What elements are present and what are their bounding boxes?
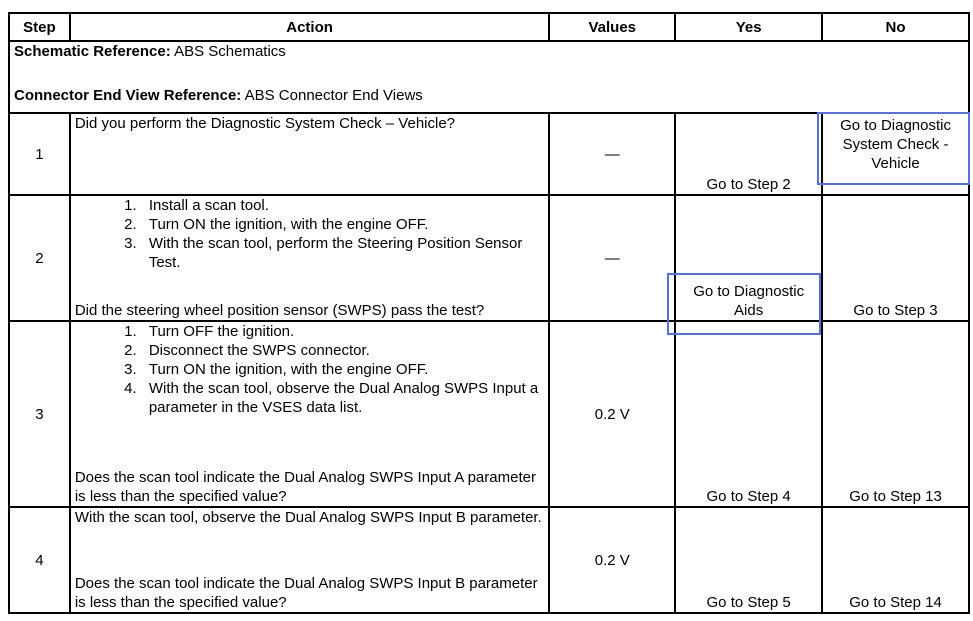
- action-intro: With the scan tool, observe the Dual Analog SWPS Input B parameter.: [74, 509, 542, 526]
- table-row: [9, 321, 969, 507]
- action-step: 1. Install a scan tool.: [141, 196, 544, 215]
- table-row: [9, 195, 969, 321]
- no-link[interactable]: Go to Diagnostic System Check - Vehicle: [822, 113, 969, 195]
- yes-link[interactable]: Go to Step 2: [675, 113, 822, 195]
- yes-link[interactable]: Go to Diagnostic Aids: [675, 195, 822, 321]
- header-row: [9, 13, 969, 41]
- reference-row: [9, 41, 969, 113]
- action-step: 3. With the scan tool, perform the Steering Position Sensor Test.: [141, 234, 544, 272]
- yes-link[interactable]: Go to Step 5: [675, 507, 822, 613]
- action-cell: [70, 113, 549, 195]
- header-yes: Yes: [675, 13, 822, 41]
- no-link[interactable]: Go to Step 3: [822, 195, 969, 321]
- action-cell: [70, 507, 549, 613]
- value-cell: —: [549, 113, 675, 195]
- action-step: 4. With the scan tool, observe the Dual Analog SWPS Input a parameter in the VSES data list.: [141, 379, 544, 417]
- table-row: [9, 507, 969, 613]
- action-question: Does the scan tool indicate the Dual Analog SWPS Input B parameter is less than the specified value?: [74, 575, 538, 611]
- yes-link[interactable]: Go to Step 4: [675, 321, 822, 507]
- action-question: Did the steering wheel position sensor (SWPS) pass the test?: [74, 302, 485, 319]
- schematic-reference: [14, 42, 964, 61]
- schematic-reference-label: Schematic Reference:: [14, 43, 171, 60]
- reference-cell: [9, 41, 969, 113]
- table-row: [9, 113, 969, 195]
- value-cell: —: [549, 195, 675, 321]
- action-step: 2. Disconnect the SWPS connector.: [141, 341, 544, 360]
- action-steps-list: [105, 322, 544, 417]
- header-action: Action: [70, 13, 549, 41]
- action-cell: [70, 321, 549, 507]
- step-number: 2: [9, 195, 70, 321]
- header-values: Values: [549, 13, 675, 41]
- connector-reference-label: Connector End View Reference:: [14, 87, 242, 104]
- action-steps-list: [105, 196, 544, 272]
- action-step: 1. Turn OFF the ignition.: [141, 322, 544, 341]
- step-number: 1: [9, 113, 70, 195]
- schematic-reference-link[interactable]: ABS Schematics: [170, 43, 286, 60]
- value-cell: 0.2 V: [549, 507, 675, 613]
- diagnostic-table: [8, 12, 970, 614]
- connector-reference: [14, 86, 964, 105]
- header-no: No: [822, 13, 969, 41]
- header-step: Step: [9, 13, 70, 41]
- connector-reference-link[interactable]: ABS Connector End Views: [241, 87, 423, 104]
- action-question: Does the scan tool indicate the Dual Analog SWPS Input A parameter is less than the specified value?: [74, 469, 536, 505]
- value-cell: 0.2 V: [549, 321, 675, 507]
- no-link[interactable]: Go to Step 14: [822, 507, 969, 613]
- action-step: 3. Turn ON the ignition, with the engine OFF.: [141, 360, 544, 379]
- step-number: 4: [9, 507, 70, 613]
- action-step: 2. Turn ON the ignition, with the engine OFF.: [141, 215, 544, 234]
- action-cell: [70, 195, 549, 321]
- step-number: 3: [9, 321, 70, 507]
- action-question: Did you perform the Diagnostic System Check – Vehicle?: [74, 115, 456, 132]
- no-link[interactable]: Go to Step 13: [822, 321, 969, 507]
